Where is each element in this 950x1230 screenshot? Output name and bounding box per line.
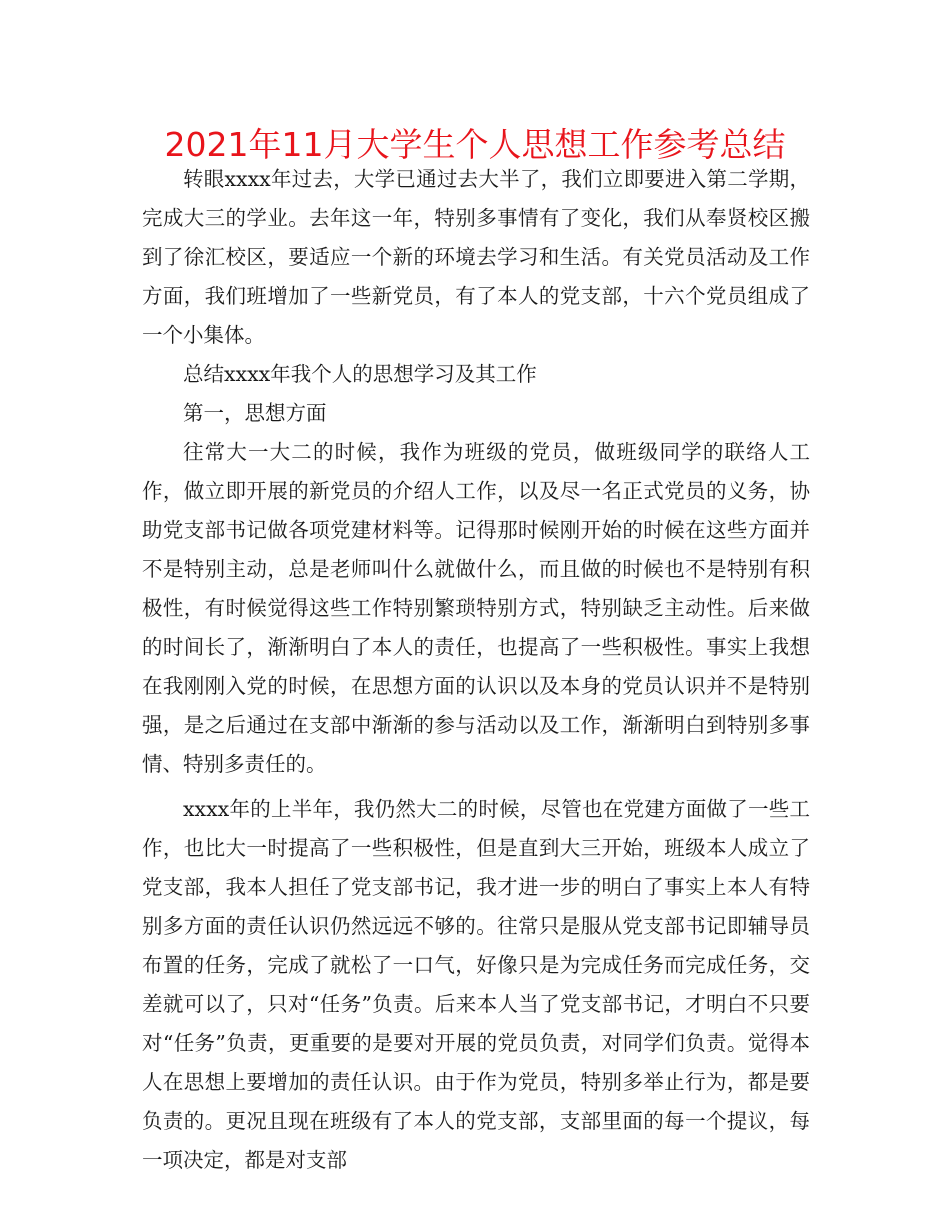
- paragraph-thought: 往常大一大二的时候，我作为班级的党员，做班级同学的联络人工作，做立即开展的新党员的介绍人工作，以及尽一名正式党员的义务，协助党支部书记做各项党建材料等。记得那时候刚开始的时候在这些方面并不是特别主动，总是老师叫什么就做什么，而且做的时候也不是特别有积极性，有时候觉得这些工作特别繁琐特别方式，特别缺乏主动性。后来做的时间长了，渐渐明白了本人的责任，也提高了一些积极性。事实上我想在我刚刚入党的时候，在思想方面的认识以及本身的党员认识并不是特别强，是之后通过在支部中渐渐的参与活动以及工作，渐渐明白到特别多事情、特别多责任的。: [142, 440, 810, 776]
- paragraph-intro: 转眼xxxx年过去，大学已通过去大半了，我们立即要进入第二学期，完成大三的学业。去年这一年，特别多事情有了变化，我们从奉贤校区搬到了徐汇校区，要适应一个新的环境去学习和生活。有关党员活动及工作方面，我们班增加了一些新党员，有了本人的党支部，十六个党员组成了一个小集体。: [142, 167, 810, 347]
- paragraph-summary-heading: 总结xxxx年我个人的思想学习及其工作: [183, 362, 537, 386]
- document-body: [142, 160, 810, 1180]
- document-title: 2021年11月大学生个人思想工作参考总结: [164, 125, 786, 164]
- paragraph-section-heading: 第一，思想方面: [183, 401, 327, 425]
- paragraph-first-half-year: xxxx年的上半年，我仍然大二的时候，尽管也在党建方面做了一些工作，也比大一时提高了一些积极性，但是直到大三开始，班级本人成立了党支部，我本人担任了党支部书记，我才进一步的明白了事实上本人有特别多方面的责任认识仍然远远不够的。往常只是服从党支部书记即辅导员布置的任务，完成了就松了一口气，好像只是为完成任务而完成任务，交差就可以了，只对“任务”负责。后来本人当了党支部书记，才明白不只要对“任务”负责，更重要的是要对开展的党员负责，对同学们负责。觉得本人在思想上要增加的责任认识。由于作为党员，特别多举止行为，都是要负责的。更况且现在班级有了本人的党支部，支部里面的每一个提议，每一项决定，都是对支部: [142, 797, 810, 1172]
